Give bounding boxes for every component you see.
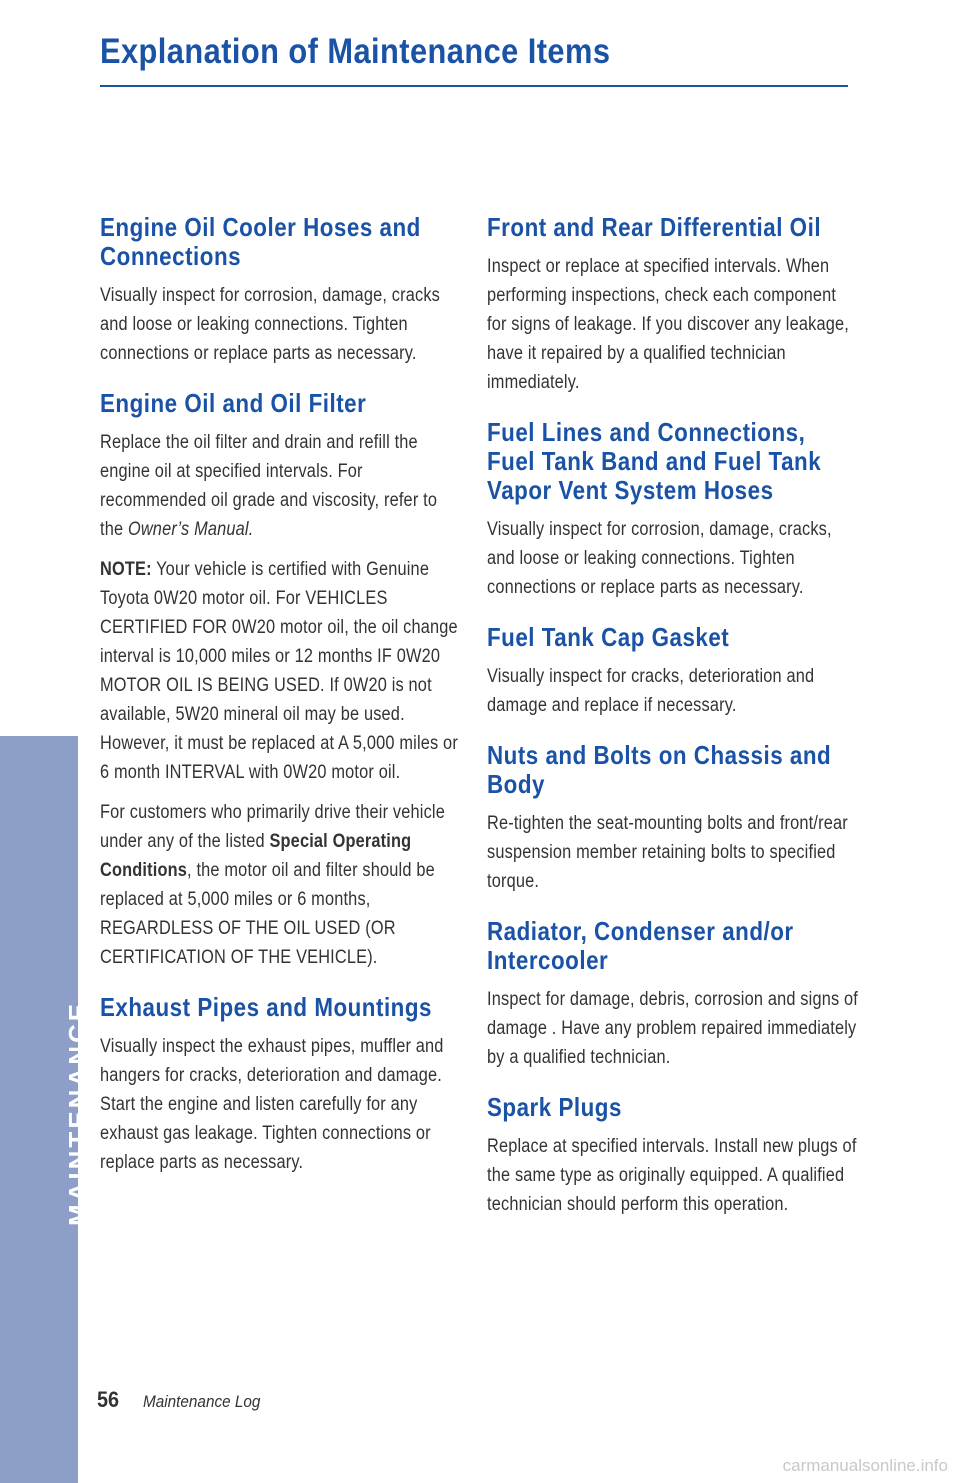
special-conditions-text-a: For customers who primarily drive their vehicle under any of the listed [100,802,445,852]
footer-log-title: Maintenance Log [143,1392,261,1411]
title-divider [100,85,848,87]
section-fuel-lines [487,418,859,602]
heading-exhaust: Exhaust Pipes and Mountings [100,992,432,1022]
special-conditions-text-b: , the motor oil and filter should be replaced at 5,000 miles or 6 months, REGARDLESS OF THE OIL USED (OR CERTIFICATION OF THE VEHICLE). [100,860,435,968]
text-radiator: Inspect for damage, debris, corrosion and signs of damage . Have any problem repaired immediately by a qualified technician. [487,989,859,1068]
section-oil-cooler [100,213,460,368]
note-paragraph [100,555,459,787]
special-conditions-paragraph [100,798,459,972]
watermark: carmanualsonline.info [782,1456,948,1475]
heading-spark-plugs: Spark Plugs [487,1092,622,1122]
heading-nuts-bolts: Nuts and Bolts on Chassis and Body [487,740,832,799]
note-text: Your vehicle is certified with Genuine Toyota 0W20 motor oil. For VEHICLES CERTIFIED FOR 0W20 motor oil, the oil change interval is 10,000 miles or 12 months IF 0W20 MOTOR OIL IS BEING USED. If 0W20 is not available, 5W20 mineral oil may be used. However, it must be replaced at A 5,000 miles or 6 month INTERVAL with 0W20 motor oil. [100,559,458,783]
text-fuel-lines: Visually inspect for corrosion, damage, cracks, and loose or leaking connections. Tighten connections or replace parts as necessary. [487,519,832,598]
left-column [100,213,460,1198]
owners-manual-ref: Owner’s Manual. [127,519,254,540]
text-oil-cooler: Visually inspect for corrosion, damage, cracks and loose or leaking connections. Tighten connections or replace parts as necessary. [100,285,441,364]
section-nuts-bolts [487,741,859,896]
text-nuts-bolts: Re-tighten the seat-mounting bolts and front/rear suspension member retaining bolts to specified torque. [487,813,848,892]
page-number: 56 [97,1387,120,1412]
section-engine-oil [100,389,460,972]
text-engine-oil [100,428,459,544]
special-conditions-bold: Special Operating Conditions [100,831,412,881]
heading-oil-cooler: Engine Oil Cooler Hoses and Connections [100,212,421,271]
page-title: Explanation of Maintenance Items [100,32,611,71]
text-differential: Inspect or replace at specified intervals. When performing inspections, check each component for signs of leakage. If you discover any leakage, have it repaired by a qualified technician immediately. [487,256,849,393]
heading-differential: Front and Rear Differential Oil [487,212,822,242]
text-fuel-cap: Visually inspect for cracks, deterioration and damage and replace if necessary. [487,666,815,716]
section-differential [487,213,859,397]
section-radiator [487,917,859,1072]
note-label: NOTE: [100,559,152,580]
heading-engine-oil: Engine Oil and Oil Filter [100,388,367,418]
section-exhaust [100,993,460,1177]
section-spark-plugs [487,1093,859,1219]
text-engine-oil-main: Replace the oil filter and drain and refill the engine oil at specified intervals. For recommended oil grade and viscosity, refer to the [100,432,438,540]
sidebar-label: MAINTENANCE [63,1000,93,1226]
text-exhaust: Visually inspect the exhaust pipes, muffler and hangers for cracks, deterioration and damage. Start the engine and listen carefully for any exhaust gas leakage. Tighten connections or replace parts as necessary. [100,1036,444,1173]
right-column [487,213,859,1240]
heading-radiator: Radiator, Condenser and/or Intercooler [487,916,794,975]
section-fuel-cap [487,623,859,720]
heading-fuel-lines: Fuel Lines and Connections, Fuel Tank Band and Fuel Tank Vapor Vent System Hoses [487,417,822,505]
heading-fuel-cap: Fuel Tank Cap Gasket [487,622,730,652]
text-spark-plugs: Replace at specified intervals. Install new plugs of the same type as originally equipped. A qualified technician should perform this operation. [487,1136,857,1215]
